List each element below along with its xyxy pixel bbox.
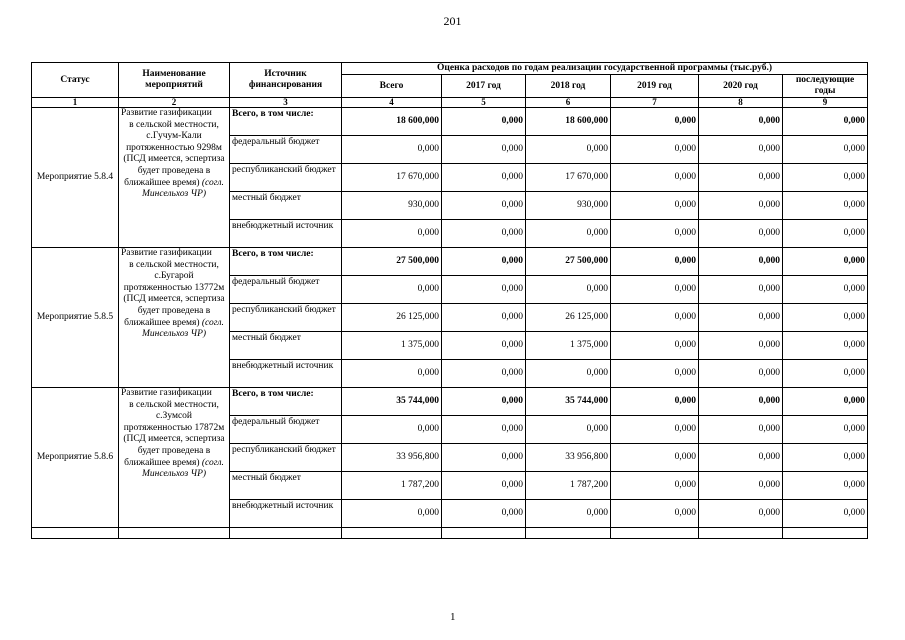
measure-status: Мероприятие 5.8.6 <box>32 388 119 528</box>
amount-cell: 27 500,000 <box>342 248 442 276</box>
amount-cell: 26 125,000 <box>526 304 611 332</box>
amount-cell: 0,000 <box>611 360 699 388</box>
funding-source: внебюджетный источник <box>230 220 342 248</box>
amount-cell: 0,000 <box>526 416 611 444</box>
measure-name-text: в сельской местности, с.Зумсой протяженностью 17872м (ПСД имеется, эспертиза будет проведена в ближайшее время) <box>123 399 225 468</box>
amount-cell: 17 670,000 <box>342 164 442 192</box>
amount-cell: 0,000 <box>442 192 526 220</box>
amount-cell: 0,000 <box>611 416 699 444</box>
amount-cell: 0,000 <box>526 360 611 388</box>
amount-cell: 0,000 <box>699 332 783 360</box>
amount-cell: 0,000 <box>699 500 783 528</box>
funding-source: местный бюджет <box>230 472 342 500</box>
amount-cell: 0,000 <box>699 108 783 136</box>
amount-cell: 26 125,000 <box>342 304 442 332</box>
amount-cell: 33 956,800 <box>526 444 611 472</box>
amount-cell: 0,000 <box>699 388 783 416</box>
amount-cell: 0,000 <box>442 164 526 192</box>
funding-source: местный бюджет <box>230 332 342 360</box>
measure-name-text: в сельской местности, с.Гучум-Кали протяженностью 9298м (ПСД имеется, эспертиза будет проведена в ближайшее время) <box>123 119 225 188</box>
amount-cell: 0,000 <box>342 136 442 164</box>
amount-cell: 0,000 <box>442 108 526 136</box>
column-number: 3 <box>230 98 342 108</box>
funding-source: внебюджетный источник <box>230 500 342 528</box>
amount-cell: 0,000 <box>526 500 611 528</box>
amount-cell: 0,000 <box>442 444 526 472</box>
amount-cell: 35 744,000 <box>342 388 442 416</box>
amount-cell: 930,000 <box>342 192 442 220</box>
amount-cell: 0,000 <box>342 360 442 388</box>
amount-cell: 0,000 <box>783 500 868 528</box>
amount-cell: 0,000 <box>699 220 783 248</box>
amount-cell: 0,000 <box>699 192 783 220</box>
amount-cell: 0,000 <box>442 248 526 276</box>
header-total: Всего <box>342 75 442 98</box>
amount-cell: 0,000 <box>526 136 611 164</box>
footer-mark: 1 <box>450 611 456 623</box>
amount-cell: 0,000 <box>699 472 783 500</box>
amount-cell: 0,000 <box>611 220 699 248</box>
amount-cell: 17 670,000 <box>526 164 611 192</box>
amount-cell: 1 787,200 <box>342 472 442 500</box>
funding-source: Всего, в том числе: <box>230 388 342 416</box>
measure-status: Мероприятие 5.8.4 <box>32 108 119 248</box>
amount-cell: 0,000 <box>783 416 868 444</box>
empty-row <box>32 528 868 539</box>
amount-cell: 18 600,000 <box>342 108 442 136</box>
amount-cell: 0,000 <box>611 388 699 416</box>
amount-cell: 0,000 <box>342 500 442 528</box>
amount-cell: 0,000 <box>611 136 699 164</box>
funding-source: Всего, в том числе: <box>230 248 342 276</box>
amount-cell: 0,000 <box>342 276 442 304</box>
column-number: 7 <box>611 98 699 108</box>
measure-total-row <box>32 108 868 136</box>
amount-cell: 0,000 <box>611 108 699 136</box>
amount-cell: 0,000 <box>611 248 699 276</box>
amount-cell: 0,000 <box>442 304 526 332</box>
amount-cell: 0,000 <box>611 500 699 528</box>
measure-status: Мероприятие 5.8.5 <box>32 248 119 388</box>
measure-name <box>119 388 230 528</box>
amount-cell: 0,000 <box>783 220 868 248</box>
amount-cell: 0,000 <box>611 276 699 304</box>
amount-cell: 0,000 <box>442 332 526 360</box>
amount-cell: 0,000 <box>611 472 699 500</box>
amount-cell: 0,000 <box>783 444 868 472</box>
amount-cell: 0,000 <box>611 332 699 360</box>
measure-total-row <box>32 388 868 416</box>
header-2018: 2018 год <box>526 75 611 98</box>
amount-cell: 0,000 <box>442 416 526 444</box>
column-number: 5 <box>442 98 526 108</box>
amount-cell: 18 600,000 <box>526 108 611 136</box>
amount-cell: 0,000 <box>699 360 783 388</box>
header-2019: 2019 год <box>611 75 699 98</box>
amount-cell: 0,000 <box>699 136 783 164</box>
amount-cell: 0,000 <box>611 192 699 220</box>
amount-cell: 0,000 <box>783 248 868 276</box>
amount-cell: 0,000 <box>699 416 783 444</box>
amount-cell: 1 375,000 <box>526 332 611 360</box>
column-number: 6 <box>526 98 611 108</box>
funding-source: местный бюджет <box>230 192 342 220</box>
amount-cell: 0,000 <box>783 276 868 304</box>
amount-cell: 0,000 <box>342 416 442 444</box>
funding-source: республиканский бюджет <box>230 304 342 332</box>
measure-note: (согл. Минсельхоз ЧР) <box>141 457 224 480</box>
budget-table <box>31 62 868 539</box>
amount-cell: 930,000 <box>526 192 611 220</box>
amount-cell: 0,000 <box>442 500 526 528</box>
funding-source: республиканский бюджет <box>230 164 342 192</box>
amount-cell: 0,000 <box>526 276 611 304</box>
column-number: 9 <box>783 98 868 108</box>
amount-cell: 0,000 <box>783 388 868 416</box>
header-2020: 2020 год <box>699 75 783 98</box>
header-name: Наименование мероприятий <box>119 63 230 98</box>
measure-name-text: в сельской местности, с.Бугарой протяженностью 13772м (ПСД имеется, эспертиза будет проведена в ближайшее время) <box>123 259 225 328</box>
measure-name-first-line: Развитие газификации <box>121 248 212 258</box>
amount-cell: 27 500,000 <box>526 248 611 276</box>
amount-cell: 0,000 <box>783 332 868 360</box>
header-status: Статус <box>32 63 119 98</box>
amount-cell: 0,000 <box>442 220 526 248</box>
funding-source: Всего, в том числе: <box>230 108 342 136</box>
amount-cell: 0,000 <box>783 136 868 164</box>
amount-cell: 0,000 <box>611 304 699 332</box>
measure-total-row <box>32 248 868 276</box>
amount-cell: 35 744,000 <box>526 388 611 416</box>
column-number: 2 <box>119 98 230 108</box>
amount-cell: 0,000 <box>783 164 868 192</box>
amount-cell: 1 787,200 <box>526 472 611 500</box>
amount-cell: 0,000 <box>699 304 783 332</box>
funding-source: федеральный бюджет <box>230 136 342 164</box>
measure-name <box>119 248 230 388</box>
amount-cell: 0,000 <box>442 360 526 388</box>
amount-cell: 0,000 <box>699 444 783 472</box>
column-number: 8 <box>699 98 783 108</box>
page-number: 201 <box>443 14 462 28</box>
amount-cell: 0,000 <box>442 472 526 500</box>
amount-cell: 0,000 <box>783 108 868 136</box>
measure-note: (согл. Минсельхоз ЧР) <box>141 317 224 340</box>
amount-cell: 0,000 <box>342 220 442 248</box>
header-estimate: Оценка расходов по годам реализации государственной программы (тыс.руб.) <box>342 63 868 75</box>
amount-cell: 0,000 <box>783 472 868 500</box>
funding-source: внебюджетный источник <box>230 360 342 388</box>
measure-name-first-line: Развитие газификации <box>121 388 212 398</box>
measure-note: (согл. Минсельхоз ЧР) <box>141 177 224 200</box>
header-2017: 2017 год <box>442 75 526 98</box>
amount-cell: 0,000 <box>611 164 699 192</box>
column-number: 1 <box>32 98 119 108</box>
funding-source: республиканский бюджет <box>230 444 342 472</box>
column-number: 4 <box>342 98 442 108</box>
header-source: Источник финансирования <box>230 63 342 98</box>
header-later: последующие годы <box>783 75 868 98</box>
amount-cell: 0,000 <box>699 248 783 276</box>
funding-source: федеральный бюджет <box>230 416 342 444</box>
amount-cell: 0,000 <box>442 388 526 416</box>
amount-cell: 0,000 <box>526 220 611 248</box>
amount-cell: 1 375,000 <box>342 332 442 360</box>
amount-cell: 0,000 <box>699 276 783 304</box>
amount-cell: 0,000 <box>699 164 783 192</box>
amount-cell: 0,000 <box>783 192 868 220</box>
amount-cell: 0,000 <box>442 136 526 164</box>
amount-cell: 0,000 <box>783 304 868 332</box>
amount-cell: 33 956,800 <box>342 444 442 472</box>
funding-source: федеральный бюджет <box>230 276 342 304</box>
measure-name <box>119 108 230 248</box>
measure-name-first-line: Развитие газификации <box>121 108 212 118</box>
amount-cell: 0,000 <box>442 276 526 304</box>
amount-cell: 0,000 <box>611 444 699 472</box>
amount-cell: 0,000 <box>783 360 868 388</box>
